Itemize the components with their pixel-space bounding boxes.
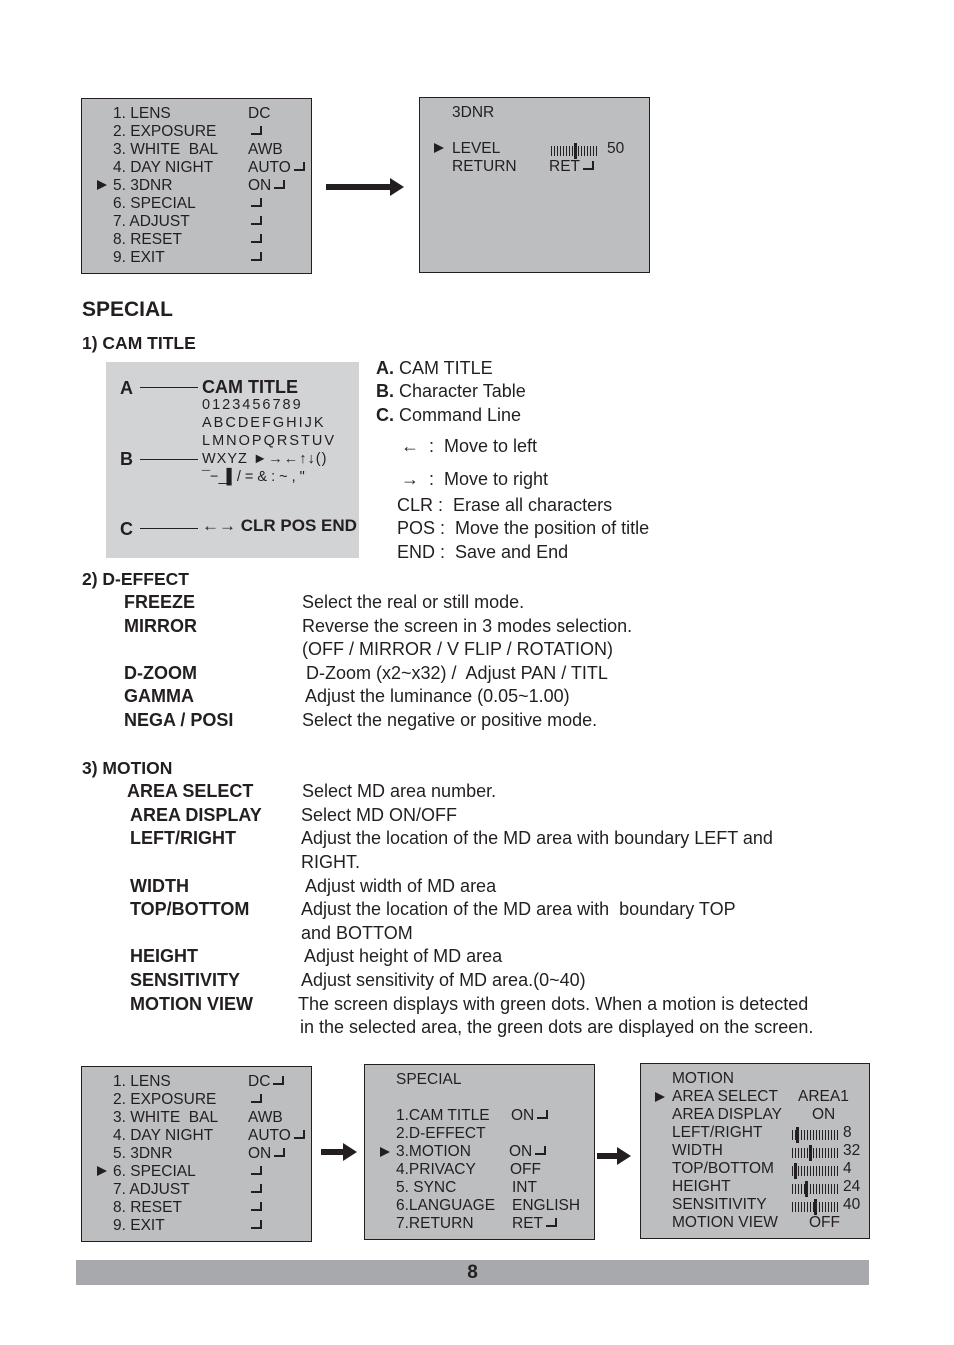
top-bottom-value: 4 <box>843 1160 852 1177</box>
enter-icon <box>251 234 262 243</box>
desc-mirror: Reverse the screen in 3 modes selection. <box>302 616 633 636</box>
section-heading-special: SPECIAL <box>82 298 174 321</box>
menu-item-value: ON <box>511 1107 548 1125</box>
menu-item-label: 5. 3DNR <box>113 177 173 194</box>
legend-end: END : Save and End <box>397 542 569 562</box>
width-bar <box>792 1148 838 1158</box>
desc-freeze: Select the real or still mode. <box>302 592 525 612</box>
term-area-display: AREA DISPLAY <box>130 805 262 825</box>
desc-dzoom: D-Zoom (x2~x32) / Adjust PAN / TITL <box>306 663 608 683</box>
char-row-4: WXYZ ►→←↑↓() <box>202 451 328 467</box>
menu-item-value: AUTO <box>248 159 305 177</box>
menu-item-label: 3. WHITE BAL <box>113 141 219 158</box>
motion-view-label: MOTION VIEW <box>672 1214 778 1231</box>
width-label: WIDTH <box>672 1142 723 1159</box>
menu-item-label: 2. EXPOSURE <box>113 123 217 140</box>
menu-item-label: 9. EXIT <box>113 1217 165 1234</box>
desc-nega-posi: Select the negative or positive mode. <box>302 710 598 730</box>
osd-special-menu <box>364 1064 595 1240</box>
enter-icon <box>294 162 305 171</box>
enter-icon <box>251 1184 262 1193</box>
menu-item-label: 8. RESET <box>113 1199 182 1216</box>
height-label: HEIGHT <box>672 1178 731 1195</box>
desc-area-select: Select MD area number. <box>302 781 497 801</box>
cursor-icon <box>380 1147 390 1157</box>
menu-item-value <box>248 1091 262 1109</box>
legend-b: B. Character Table <box>376 381 526 401</box>
desc-top-bottom-2: and BOTTOM <box>301 923 413 943</box>
legend-pos: POS : Move the position of title <box>397 518 650 538</box>
sensitivity-value: 40 <box>843 1196 861 1213</box>
cursor-icon <box>97 180 107 190</box>
menu-item-label: 5. 3DNR <box>113 1145 173 1162</box>
term-left-right: LEFT/RIGHT <box>130 828 236 848</box>
menu-item-value: DC <box>248 105 271 122</box>
term-freeze: FREEZE <box>124 592 196 612</box>
area-select-label: AREA SELECT <box>672 1088 778 1105</box>
menu-item-label: 2.D-EFFECT <box>396 1125 486 1142</box>
cursor-icon <box>655 1092 665 1102</box>
menu-item-label: 1. LENS <box>113 1073 171 1090</box>
desc-width: Adjust width of MD area <box>305 876 497 896</box>
enter-icon <box>583 161 594 170</box>
menu-item-value <box>248 195 262 213</box>
enter-icon <box>251 126 262 135</box>
footer-bar <box>76 1260 869 1285</box>
arrow-right-icon <box>326 184 392 190</box>
menu-item-value <box>248 123 262 141</box>
menu-item-value <box>248 1181 262 1199</box>
enter-icon <box>294 1130 305 1139</box>
menu-title: SPECIAL <box>396 1071 462 1088</box>
term-dzoom: D-ZOOM <box>124 663 197 683</box>
term-motion-view: MOTION VIEW <box>130 994 253 1014</box>
osd-motion-menu <box>640 1063 870 1239</box>
enter-icon <box>251 1094 262 1103</box>
left-right-label: LEFT/RIGHT <box>672 1124 763 1141</box>
label-a: A <box>120 378 133 398</box>
desc-left-right: Adjust the location of the MD area with boundary LEFT and <box>301 828 773 848</box>
menu-item-label: 8. RESET <box>113 231 182 248</box>
menu-item-label: 5. SYNC <box>396 1179 457 1196</box>
enter-icon <box>251 1202 262 1211</box>
subheading-d-effect: 2) D-EFFECT <box>82 569 189 589</box>
area-display-value: ON <box>812 1106 836 1123</box>
return-value: RET <box>549 158 594 176</box>
menu-item-value <box>248 1199 262 1217</box>
term-width: WIDTH <box>130 876 189 896</box>
osd-main-menu-top <box>81 98 312 274</box>
level-label: LEVEL <box>452 140 501 157</box>
return-label: RETURN <box>452 158 517 175</box>
legend-clr: CLR : Erase all characters <box>397 495 613 515</box>
height-bar <box>792 1184 838 1194</box>
arrow-right-icon <box>597 1153 619 1159</box>
menu-item-label: 7. ADJUST <box>113 1181 190 1198</box>
legend-a: A. CAM TITLE <box>376 358 493 378</box>
menu-item-label: 7.RETURN <box>396 1215 474 1232</box>
term-gamma: GAMMA <box>124 686 194 706</box>
sensitivity-knob <box>814 1199 817 1215</box>
leader-line-a <box>140 387 198 388</box>
menu-item-value <box>248 249 262 267</box>
cam-title-diagram <box>106 362 359 558</box>
left-right-value: 8 <box>843 1124 852 1141</box>
enter-icon <box>251 252 262 261</box>
menu-item-value: INT <box>512 1179 537 1196</box>
enter-icon <box>251 216 262 225</box>
leader-line-b <box>140 459 198 460</box>
menu-item-label: 4. DAY NIGHT <box>113 1127 214 1144</box>
menu-item-value: OFF <box>510 1161 541 1178</box>
menu-item-value <box>248 1217 262 1235</box>
menu-item-value: ON <box>509 1143 546 1161</box>
arrow-right-icon <box>321 1149 345 1155</box>
label-b: B <box>120 449 133 469</box>
enter-icon <box>251 1166 262 1175</box>
height-value: 24 <box>843 1178 861 1195</box>
menu-item-label: 7. ADJUST <box>113 213 190 230</box>
left-right-bar <box>792 1130 838 1140</box>
desc-mirror-2: (OFF / MIRROR / V FLIP / ROTATION) <box>302 639 614 659</box>
top-bottom-label: TOP/BOTTOM <box>672 1160 774 1177</box>
menu-item-value: ON <box>248 1145 285 1163</box>
desc-sensitivity: Adjust sensitivity of MD area.(0~40) <box>301 970 586 990</box>
osd-3dnr-menu <box>419 97 650 273</box>
enter-icon <box>535 1146 546 1155</box>
width-knob <box>809 1145 812 1161</box>
menu-item-value: AUTO <box>248 1127 305 1145</box>
menu-title: MOTION <box>672 1070 734 1087</box>
enter-icon <box>274 180 285 189</box>
char-row-5: ¯−_▌/ = & : ~ , " <box>202 469 305 485</box>
menu-item-value <box>248 1163 262 1181</box>
term-area-select: AREA SELECT <box>127 781 254 801</box>
level-value: 50 <box>607 140 625 157</box>
menu-item-label: 3. WHITE BAL <box>113 1109 219 1126</box>
menu-item-value: DC <box>248 1073 284 1091</box>
desc-gamma: Adjust the luminance (0.05~1.00) <box>305 686 570 706</box>
menu-item-label: 6.LANGUAGE <box>396 1197 496 1214</box>
menu-title: 3DNR <box>452 104 495 121</box>
legend-move-right: → : Move to right <box>401 469 549 489</box>
menu-item-value: AWB <box>248 1109 283 1126</box>
enter-icon <box>273 1076 284 1085</box>
top-bottom-bar <box>792 1166 838 1176</box>
menu-item-label: 6. SPECIAL <box>113 195 196 212</box>
enter-icon <box>251 198 262 207</box>
command-line: ←→ CLR POS END <box>202 516 357 535</box>
desc-motion-view-2: in the selected area, the green dots are displayed on the screen. <box>300 1017 814 1037</box>
label-c: C <box>120 519 133 539</box>
term-nega-posi: NEGA / POSI <box>124 710 234 730</box>
char-row-1: 0123456789 <box>202 397 303 413</box>
menu-item-value: AWB <box>248 141 283 158</box>
enter-icon <box>274 1148 285 1157</box>
menu-item-label: 1.CAM TITLE <box>396 1107 490 1124</box>
menu-item-value: ON <box>248 177 285 195</box>
subheading-cam-title: 1) CAM TITLE <box>82 333 196 353</box>
motion-view-value: OFF <box>809 1214 840 1231</box>
desc-top-bottom: Adjust the location of the MD area with boundary TOP <box>301 899 736 919</box>
sensitivity-label: SENSITIVITY <box>672 1196 767 1213</box>
term-mirror: MIRROR <box>124 616 197 636</box>
menu-item-value: RET <box>512 1215 557 1233</box>
area-select-value: AREA1 <box>798 1088 849 1105</box>
menu-item-label: 6. SPECIAL <box>113 1163 196 1180</box>
desc-area-display: Select MD ON/OFF <box>301 805 458 825</box>
leader-line-c <box>140 528 198 529</box>
menu-item-value <box>248 213 262 231</box>
term-sensitivity: SENSITIVITY <box>130 970 241 990</box>
desc-left-right-2: RIGHT. <box>301 852 361 872</box>
sensitivity-bar <box>792 1202 838 1212</box>
term-height: HEIGHT <box>130 946 199 966</box>
width-value: 32 <box>843 1142 861 1159</box>
menu-item-label: 4.PRIVACY <box>396 1161 476 1178</box>
area-display-label: AREA DISPLAY <box>672 1106 782 1123</box>
menu-item-label: 9. EXIT <box>113 249 165 266</box>
desc-motion-view: The screen displays with green dots. When a motion is detected <box>298 994 809 1014</box>
osd-main-menu-bottom <box>81 1066 312 1242</box>
legend-move-left: ← : Move to left <box>401 436 538 456</box>
level-bar <box>551 146 599 156</box>
menu-item-label: 2. EXPOSURE <box>113 1091 217 1108</box>
char-row-3: LMNOPQRSTUV <box>202 433 336 449</box>
subheading-motion: 3) MOTION <box>82 758 173 778</box>
panel-cam-title: CAM TITLE <box>202 377 298 397</box>
enter-icon <box>546 1218 557 1227</box>
page-number: 8 <box>467 1262 478 1283</box>
char-row-2: ABCDEFGHIJK <box>202 415 326 431</box>
left-right-knob <box>796 1127 799 1143</box>
enter-icon <box>537 1110 548 1119</box>
menu-item-label: 4. DAY NIGHT <box>113 159 214 176</box>
term-top-bottom: TOP/BOTTOM <box>130 899 250 919</box>
level-knob <box>574 143 577 159</box>
top-bottom-knob <box>794 1163 797 1179</box>
legend-c: C. Command Line <box>376 405 522 425</box>
cursor-icon <box>434 143 444 153</box>
height-knob <box>805 1181 808 1197</box>
menu-item-value <box>248 231 262 249</box>
desc-height: Adjust height of MD area <box>304 946 503 966</box>
enter-icon <box>251 1220 262 1229</box>
menu-item-label: 3.MOTION <box>396 1143 471 1160</box>
menu-item-value: ENGLISH <box>512 1197 581 1214</box>
cursor-icon <box>97 1166 107 1176</box>
menu-item-label: 1. LENS <box>113 105 171 122</box>
